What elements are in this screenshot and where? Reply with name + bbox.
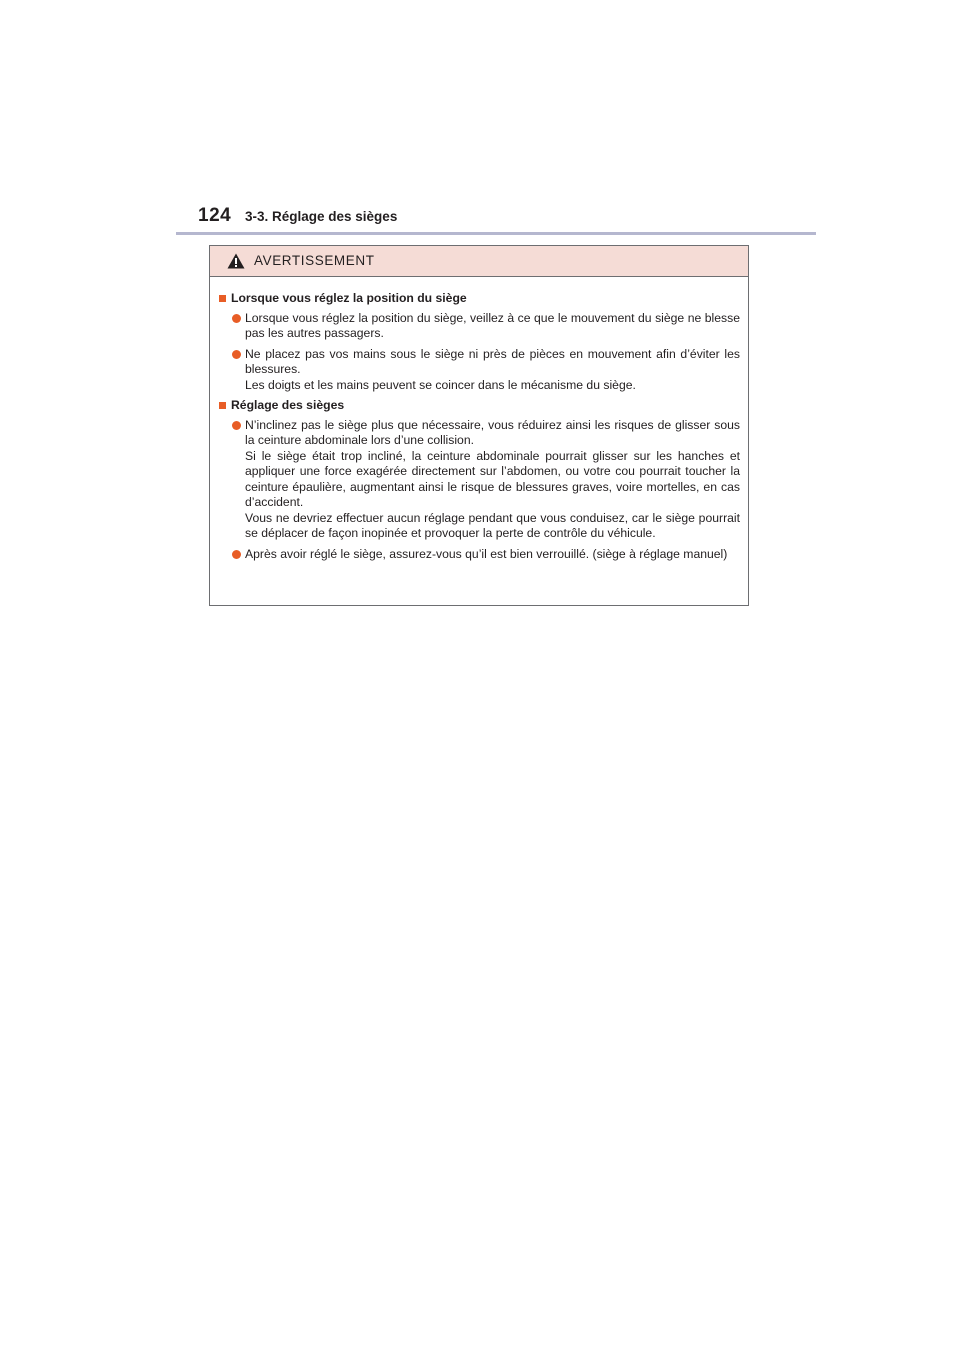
- paragraph: Ne placez pas vos mains sous le siège ni près de pièces en mouvement afin d’éviter les blessures.: [245, 346, 740, 376]
- paragraph: Vous ne devriez effectuer aucun réglage pendant que vous conduisez, car le siège pourrait se déplacer de façon inopinée et provoquer la perte de contrôle du véhicule.: [245, 510, 740, 540]
- topic-heading: [218, 398, 740, 414]
- topic-heading-text: Réglage des sièges: [231, 398, 345, 412]
- list-item-text: [245, 347, 740, 394]
- paragraph: Si le siège était trop incliné, la ceinture abdominale pourrait glisser sur les hanches et appliquer une force exagérée directement sur l’abdomen, ou votre cou pourrait toucher la ceinture épaulière, augmentant ainsi le risque de blessures graves, voire mortelles, en cas d’accident.: [245, 448, 740, 509]
- round-bullet-icon: [232, 350, 241, 359]
- warning-box: [209, 245, 749, 606]
- round-bullet-icon: [232, 314, 241, 323]
- list-item: [232, 311, 740, 342]
- page-number: 124: [198, 205, 232, 226]
- page-header: [198, 205, 818, 231]
- square-bullet-icon: [219, 402, 226, 409]
- warning-title: AVERTISSEMENT: [254, 253, 375, 268]
- paragraph: Lorsque vous réglez la position du siège, veillez à ce que le mouvement du siège ne blesse pas les autres passagers.: [245, 310, 740, 340]
- list-item: [232, 347, 740, 394]
- section-title: 3-3. Réglage des sièges: [245, 209, 398, 224]
- paragraph: N’inclinez pas le siège plus que nécessaire, vous réduirez ainsi les risques de glisser sous la ceinture abdominale lors d’une collision.: [245, 417, 740, 447]
- list-item: [232, 418, 740, 542]
- header-rule: [176, 232, 816, 235]
- topic-heading-text: Lorsque vous réglez la position du siège: [231, 291, 467, 305]
- warning-header: [210, 246, 748, 277]
- topic-heading: [218, 291, 740, 307]
- warning-body: [210, 277, 748, 562]
- list-item: [232, 547, 740, 563]
- list-item-text: [245, 547, 740, 563]
- round-bullet-icon: [232, 550, 241, 559]
- warning-triangle-icon: [227, 253, 245, 269]
- round-bullet-icon: [232, 421, 241, 430]
- paragraph: Les doigts et les mains peuvent se coincer dans le mécanisme du siège.: [245, 377, 636, 392]
- paragraph: Après avoir réglé le siège, assurez-vous qu’il est bien verrouillé. (siège à réglage manuel): [245, 546, 728, 561]
- list-item-text: [245, 311, 740, 342]
- list-item-text: [245, 418, 740, 542]
- square-bullet-icon: [219, 295, 226, 302]
